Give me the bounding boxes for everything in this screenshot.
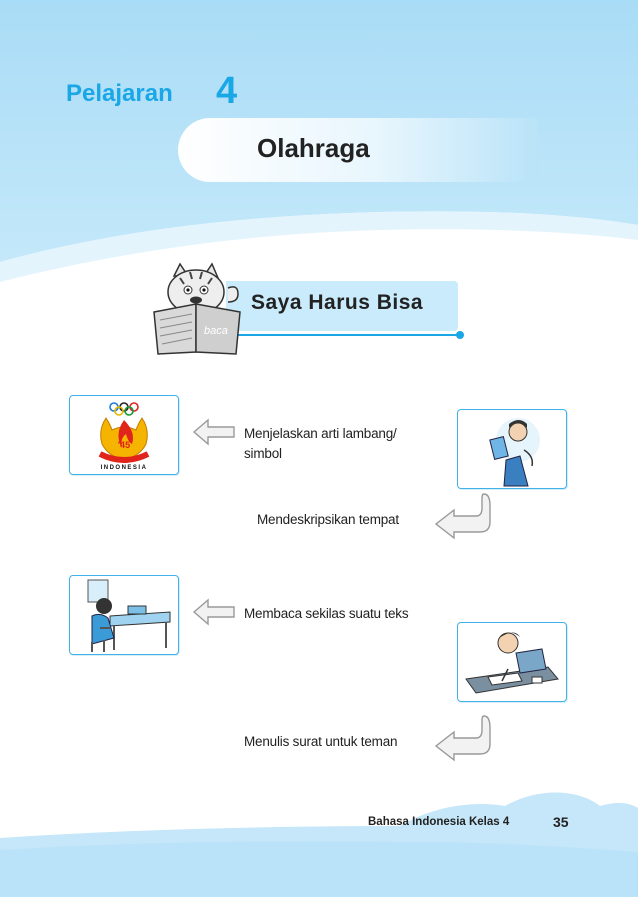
boy-reading-image [457,409,567,489]
goals-underline-dot [456,331,464,339]
item-3-line-1: Membaca sekilas suatu teks [244,606,409,621]
item-2-line-1: Mendeskripsikan tempat [257,512,399,527]
curved-left-arrow-icon [432,492,494,540]
item-1-text [244,424,397,464]
chapter-number: 4 [216,70,238,112]
page-number: 35 [553,814,569,830]
curved-left-arrow-icon-2 [432,714,494,762]
svg-text:'45: '45 [117,440,131,450]
left-arrow-icon [192,417,236,447]
item-4-text [244,732,397,752]
tiger-mascot-reading-icon [150,262,250,358]
emblem-text: INDONESIA [100,465,148,471]
item-1-line-2: simbol [244,446,282,461]
page-title: Olahraga [257,133,370,163]
item-1-line-1: Menjelaskan arti lambang/ [244,426,397,441]
goals-underline [220,334,462,336]
boy-writing-icon [458,623,566,701]
book-title: Bahasa Indonesia Kelas 4 [368,816,510,828]
mascot-book-text: baca [204,325,228,337]
item-4-line-1: Menulis surat untuk teman [244,734,398,749]
olympic-emblem-icon [70,396,178,474]
girl-at-desk-image [69,575,179,655]
item-2-text [257,510,399,530]
item-3-text [244,604,408,624]
boy-reading-icon [458,410,566,488]
chapter-label: Pelajaran [66,80,173,107]
goals-title: Saya Harus Bisa [251,291,424,314]
boy-writing-image [457,622,567,702]
indonesia-emblem-image [69,395,179,475]
girl-studying-icon [70,576,178,654]
left-arrow-icon-2 [192,597,236,627]
